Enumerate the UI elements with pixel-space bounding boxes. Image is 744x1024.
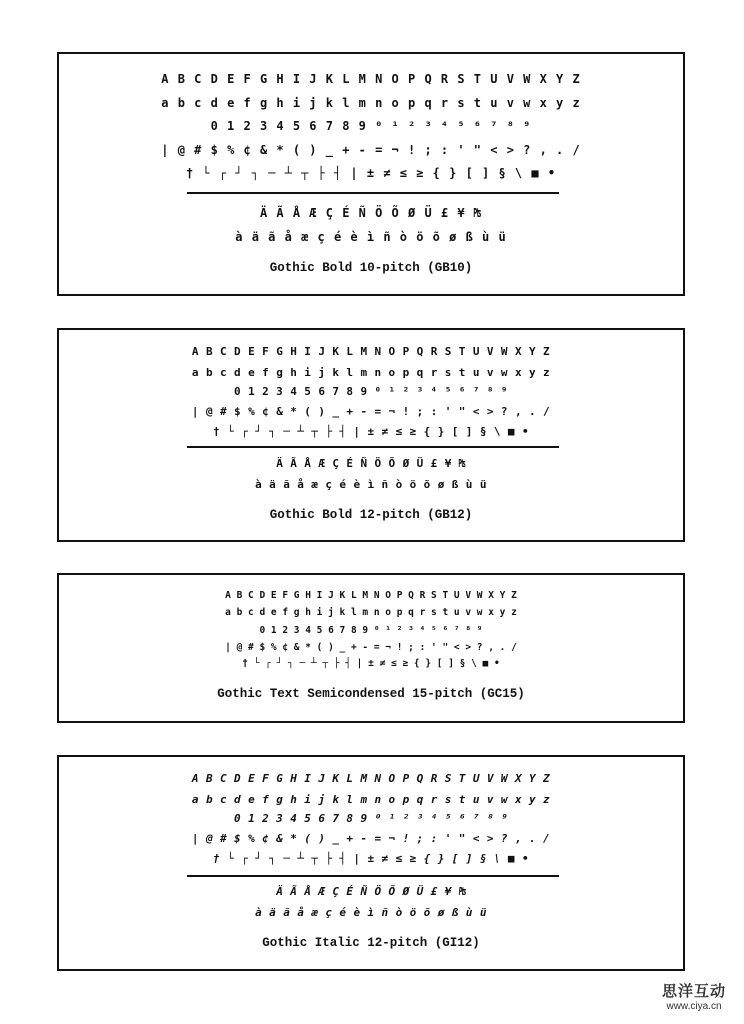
font-caption: Gothic Text Semicondensed 15-pitch (GC15) xyxy=(217,687,525,701)
uppercase-row: A B C D E F G H I J K L M N O P Q R S T U V W X Y Z xyxy=(191,772,551,785)
font-sample-gc15 xyxy=(57,573,685,723)
divider-rule xyxy=(187,446,559,448)
uppercase-row: A B C D E F G H I J K L M N O P Q R S T U V W X Y Z xyxy=(225,590,517,601)
symbols-row: | @ # $ % ¢ & * ( ) _ + - = ¬ ! ; : ' " < > ? , . / xyxy=(191,405,551,418)
uppercase-row: A B C D E F G H I J K L M N O P Q R S T U V W X Y Z xyxy=(161,72,581,86)
symbols-row: | @ # $ % ¢ & * ( ) _ + - = ¬ ! ; : ' " < > ? , . / xyxy=(225,642,517,653)
font-sample-gb12 xyxy=(57,328,685,542)
box-drawing-row: † └ ┌ ┘ ┐ ─ ┴ ┬ ├ ┤ | ± ≠ ≤ ≥ { } [ ] § \ ■ • xyxy=(212,852,529,865)
accented-lowercase-row: à ä ã å æ ç é è ì ñ ò ö õ ø ß ù ü xyxy=(255,906,487,919)
font-caption: Gothic Italic 12-pitch (GI12) xyxy=(262,936,480,950)
font-caption: Gothic Bold 10-pitch (GB10) xyxy=(269,261,473,275)
font-sample-gi12 xyxy=(57,755,685,971)
accented-uppercase-row: Ä Ã Å Æ Ç É Ñ Ö Õ Ø Ü £ ¥ ₧ xyxy=(276,457,466,470)
symbols-row: | @ # $ % ¢ & * ( ) _ + - = ¬ ! ; : ' " < > ? , . / xyxy=(191,832,551,845)
lowercase-row: a b c d e f g h i j k l m n o p q r s t u v w x y z xyxy=(191,793,551,806)
font-sample-gb10 xyxy=(57,52,685,296)
accented-lowercase-row: à ä ã å æ ç é è ì ñ ò ö õ ø ß ù ü xyxy=(255,478,487,491)
accented-uppercase-row: Ä Ã Å Æ Ç É Ñ Ö Õ Ø Ü £ ¥ ₧ xyxy=(276,885,466,898)
digits-row: 0 1 2 3 4 5 6 7 8 9 ⁰ ¹ ² ³ ⁴ ⁵ ⁶ ⁷ ⁸ ⁹ xyxy=(210,119,532,133)
font-caption: Gothic Bold 12-pitch (GB12) xyxy=(269,508,473,522)
uppercase-row: A B C D E F G H I J K L M N O P Q R S T U V W X Y Z xyxy=(191,345,551,358)
divider-rule xyxy=(187,875,559,877)
lowercase-row: a b c d e f g h i j k l m n o p q r s t u v w x y z xyxy=(225,607,517,618)
accented-lowercase-row: à ä ã å æ ç é è ì ñ ò ö õ ø ß ù ü xyxy=(235,230,507,244)
lowercase-row: a b c d e f g h i j k l m n o p q r s t u v w x y z xyxy=(161,96,581,110)
digits-row: 0 1 2 3 4 5 6 7 8 9 ⁰ ¹ ² ³ ⁴ ⁵ ⁶ ⁷ ⁸ ⁹ xyxy=(234,385,508,398)
watermark-url: www.ciya.cn xyxy=(666,1001,722,1012)
watermark xyxy=(662,980,726,1012)
symbols-row: | @ # $ % ¢ & * ( ) _ + - = ¬ ! ; : ' " < > ? , . / xyxy=(161,143,581,157)
box-drawing-row: † └ ┌ ┘ ┐ ─ ┴ ┬ ├ ┤ | ± ≠ ≤ ≥ { } [ ] § \ ■ • xyxy=(185,166,557,180)
digits-row: 0 1 2 3 4 5 6 7 8 9 ⁰ ¹ ² ³ ⁴ ⁵ ⁶ ⁷ ⁸ ⁹ xyxy=(234,812,508,825)
box-drawing-row: † └ ┌ ┘ ┐ ─ ┴ ┬ ├ ┤ | ± ≠ ≤ ≥ { } [ ] § \ ■ • xyxy=(242,658,500,669)
digits-row: 0 1 2 3 4 5 6 7 8 9 ⁰ ¹ ² ³ ⁴ ⁵ ⁶ ⁷ ⁸ ⁹ xyxy=(259,625,483,636)
lowercase-row: a b c d e f g h i j k l m n o p q r s t u v w x y z xyxy=(191,366,551,379)
box-drawing-row: † └ ┌ ┘ ┐ ─ ┴ ┬ ├ ┤ | ± ≠ ≤ ≥ { } [ ] § \ ■ • xyxy=(212,425,529,438)
accented-uppercase-row: Ä Ã Å Æ Ç É Ñ Ö Õ Ø Ü £ ¥ ₧ xyxy=(259,206,483,220)
watermark-logo-text: 思洋互动 xyxy=(661,982,726,1000)
divider-rule xyxy=(187,192,559,194)
